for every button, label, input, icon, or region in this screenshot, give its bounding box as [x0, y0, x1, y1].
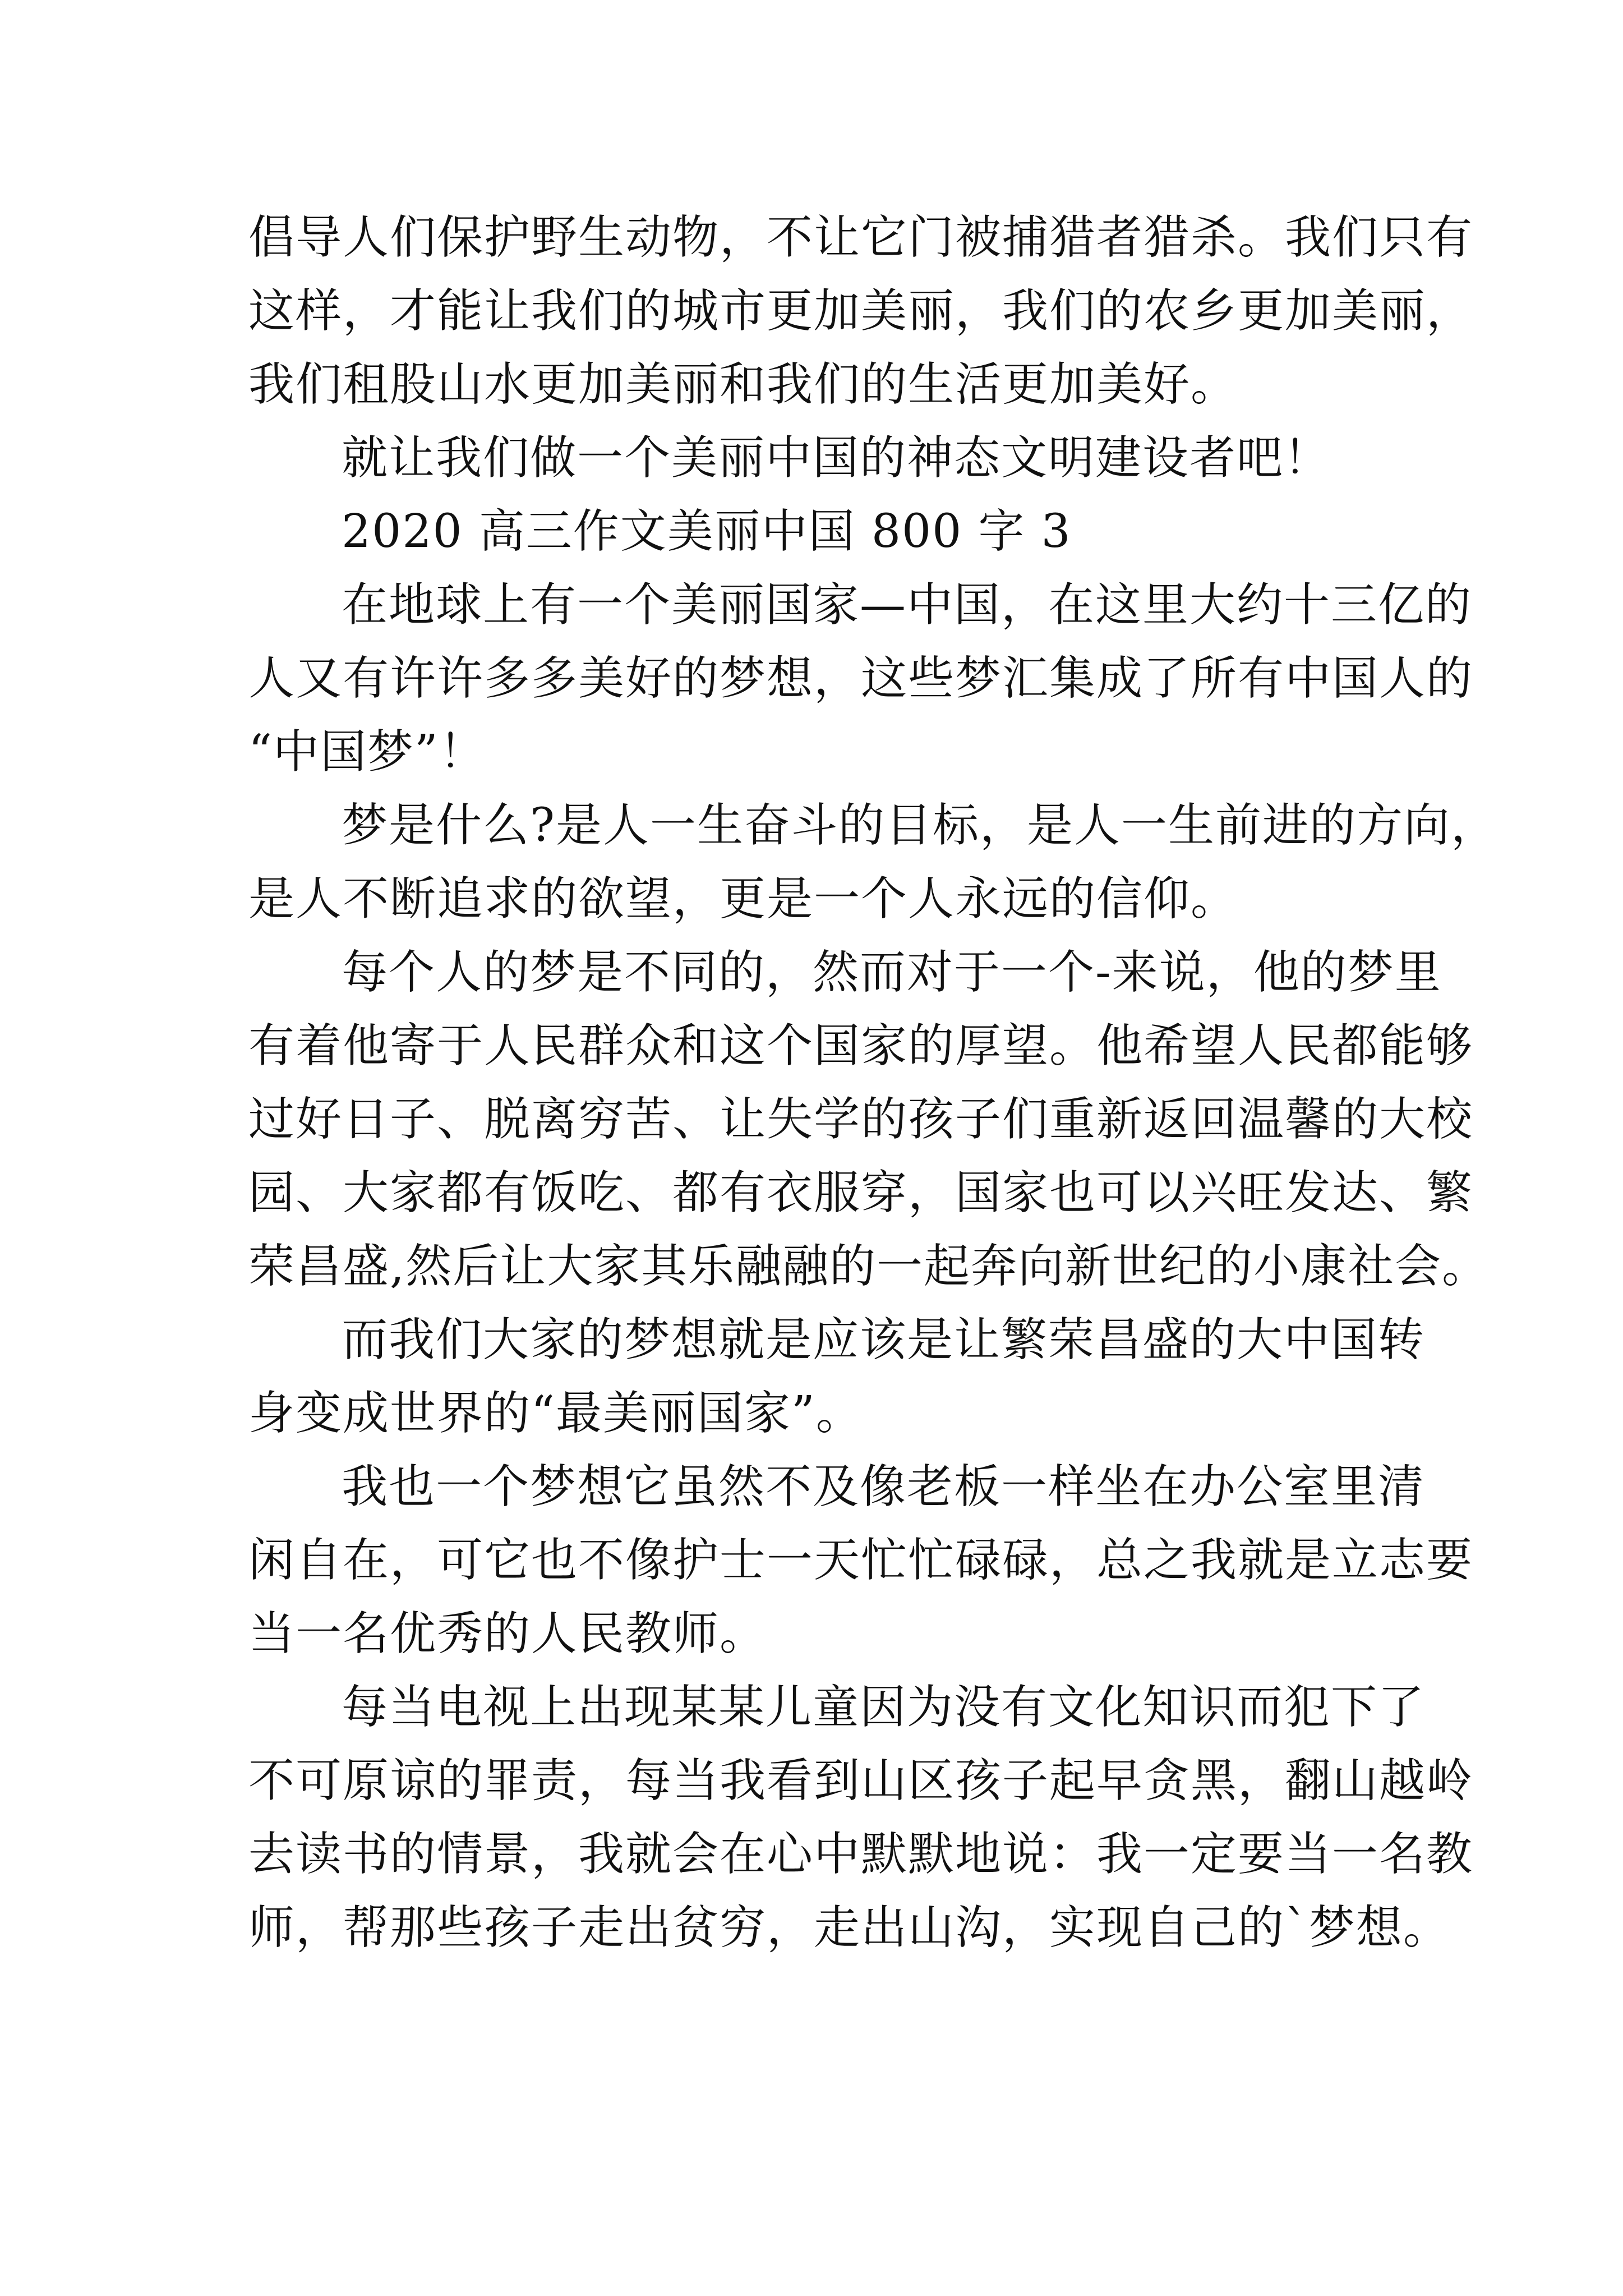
body-text	[248, 201, 1498, 1964]
text-line: 不可原谅的罪责，每当我看到山区孩子起早贪黑，翻山越岭	[248, 1754, 1474, 1807]
text-line: 师，帮那些孩子走出贫穷，走出山沟，实现自己的`梦想。	[248, 1901, 1451, 1954]
text-line: 在地球上有一个美丽国家—中国，在这里大约十三亿的	[342, 578, 1473, 632]
text-line: 梦是什么?是人一生奋斗的目标，是人一生前进的方向，	[342, 799, 1498, 852]
text-line: 去读书的情景，我就会在心中默默地说：我一定要当一名教	[248, 1828, 1474, 1881]
text-line: 荣昌盛,然后让大家其乐融融的一起奔向新世纪的小康社会。	[248, 1240, 1490, 1293]
text-line: 每个人的梦是不同的，然而对于一个-来说，他的梦里	[342, 946, 1442, 999]
text-line: 而我们大家的梦想就是应该是让繁荣昌盛的大中国转	[342, 1313, 1426, 1366]
text-line: 倡导人们保护野生动物，不让它门被捕猎者猎杀。我们只有	[248, 211, 1474, 264]
text-line: “中国梦”！	[248, 725, 486, 779]
text-line: 每当电视上出现某某儿童因为没有文化知识而犯下了	[342, 1681, 1426, 1734]
text-line: 2020 高三作文美丽中国 800 字 3	[342, 505, 1072, 558]
text-line: 当一名优秀的人民教师。	[248, 1607, 767, 1660]
text-line: 就让我们做一个美丽中国的神态文明建设者吧！	[342, 431, 1331, 485]
text-line: 这样，才能让我们的城市更加美丽，我们的农乡更加美丽，	[248, 284, 1474, 338]
text-line: 园、大家都有饭吃、都有衣服穿，国家也可以兴旺发达、繁	[248, 1166, 1474, 1220]
text-line: 人又有许许多多美好的梦想，这些梦汇集成了所有中国人的	[248, 652, 1474, 705]
text-line: 闲自在，可它也不像护士一天忙忙碌碌，总之我就是立志要	[248, 1534, 1474, 1587]
text-line: 有着他寄于人民群众和这个国家的厚望。他希望人民都能够	[248, 1019, 1474, 1073]
text-line: 身变成世界的“最美丽国家”。	[248, 1387, 863, 1440]
text-line: 我们租股山水更加美丽和我们的生活更加美好。	[248, 358, 1238, 411]
text-line: 我也一个梦想它虽然不及像老板一样坐在办公室里清	[342, 1460, 1426, 1513]
text-line: 过好日子、脱离穷苦、让失学的孩子们重新返回温馨的大校	[248, 1093, 1474, 1146]
text-line: 是人不断追求的欲望，更是一个人永远的信仰。	[248, 872, 1238, 926]
